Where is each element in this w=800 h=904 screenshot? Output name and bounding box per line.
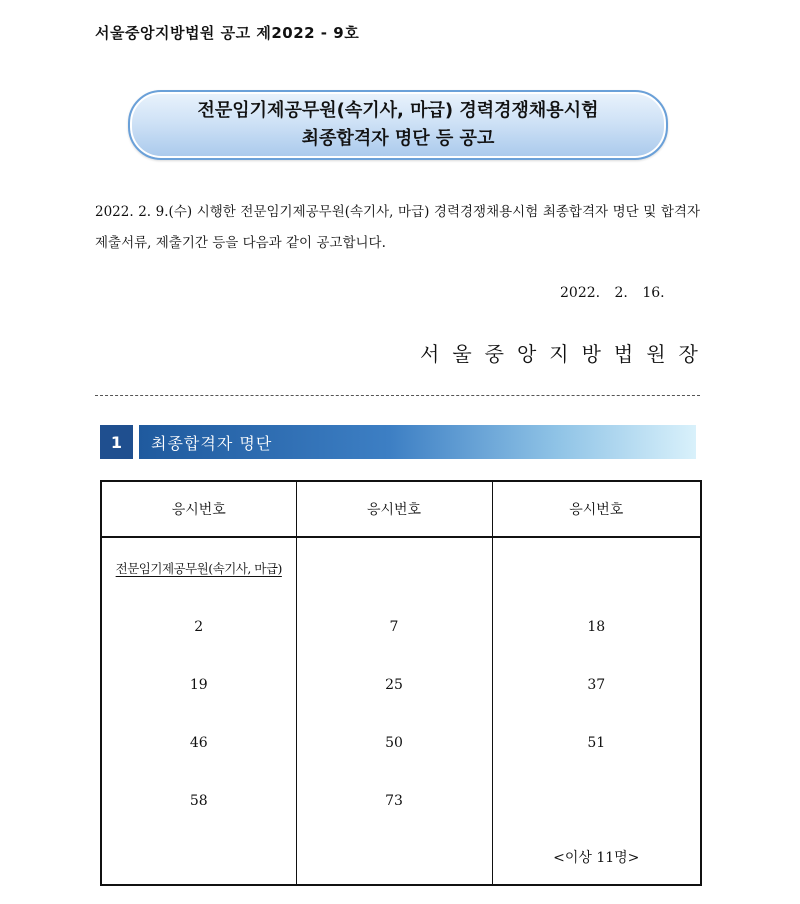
title-line-2: 최종합격자 명단 등 공고 bbox=[301, 128, 495, 149]
table-cell bbox=[101, 537, 296, 598]
total-count: <이상 11명> bbox=[553, 850, 640, 866]
title-line-1: 전문임기제공무원(속기사, 마급) 경력경쟁채용시험 bbox=[197, 100, 599, 121]
table-cell: 2 bbox=[101, 598, 296, 656]
dashed-divider bbox=[95, 395, 700, 396]
table-cell: 7 bbox=[296, 598, 492, 656]
table-cell: 25 bbox=[296, 656, 492, 714]
table-cell: 73 bbox=[296, 772, 492, 830]
table-cell: 46 bbox=[101, 714, 296, 772]
table-row bbox=[101, 714, 701, 772]
section-title: 최종합격자 명단 bbox=[139, 425, 696, 459]
title-banner bbox=[128, 90, 668, 160]
column-header: 응시번호 bbox=[296, 481, 492, 537]
category-row bbox=[101, 537, 701, 598]
announcement-paragraph: 2022. 2. 9.(수) 시행한 전문임기제공무원(속기사, 마급) 경력경쟁채용시험 최종합격자 명단 및 합격자 제출서류, 제출기간 등을 다음과 같이 공고합니다. bbox=[95, 204, 700, 251]
column-header: 응시번호 bbox=[492, 481, 701, 537]
table-row bbox=[101, 656, 701, 714]
table-cell: 37 bbox=[492, 656, 701, 714]
table-cell bbox=[492, 830, 701, 885]
section-header bbox=[100, 425, 696, 459]
table-cell bbox=[101, 830, 296, 885]
table-cell: 58 bbox=[101, 772, 296, 830]
notice-number: 서울중앙지방법원 공고 제2022 - 9호 bbox=[95, 24, 360, 42]
table-cell bbox=[296, 830, 492, 885]
table-cell: 18 bbox=[492, 598, 701, 656]
section-number: 1 bbox=[100, 425, 133, 459]
successful-candidates-table bbox=[100, 480, 702, 886]
table-row bbox=[101, 772, 701, 830]
table-row bbox=[101, 598, 701, 656]
table-cell: 19 bbox=[101, 656, 296, 714]
table-cell bbox=[296, 537, 492, 598]
signer-name: 서울중앙지방법원장 bbox=[420, 342, 711, 366]
table-header-row bbox=[101, 481, 701, 537]
table-cell: 50 bbox=[296, 714, 492, 772]
total-row bbox=[101, 830, 701, 885]
table-cell bbox=[492, 537, 701, 598]
announcement-date: 2022. 2. 16. bbox=[560, 285, 665, 301]
category-label: 전문임기제공무원(속기사, 마급) bbox=[115, 561, 282, 576]
column-header: 응시번호 bbox=[101, 481, 296, 537]
table-cell: 51 bbox=[492, 714, 701, 772]
table-cell bbox=[492, 772, 701, 830]
